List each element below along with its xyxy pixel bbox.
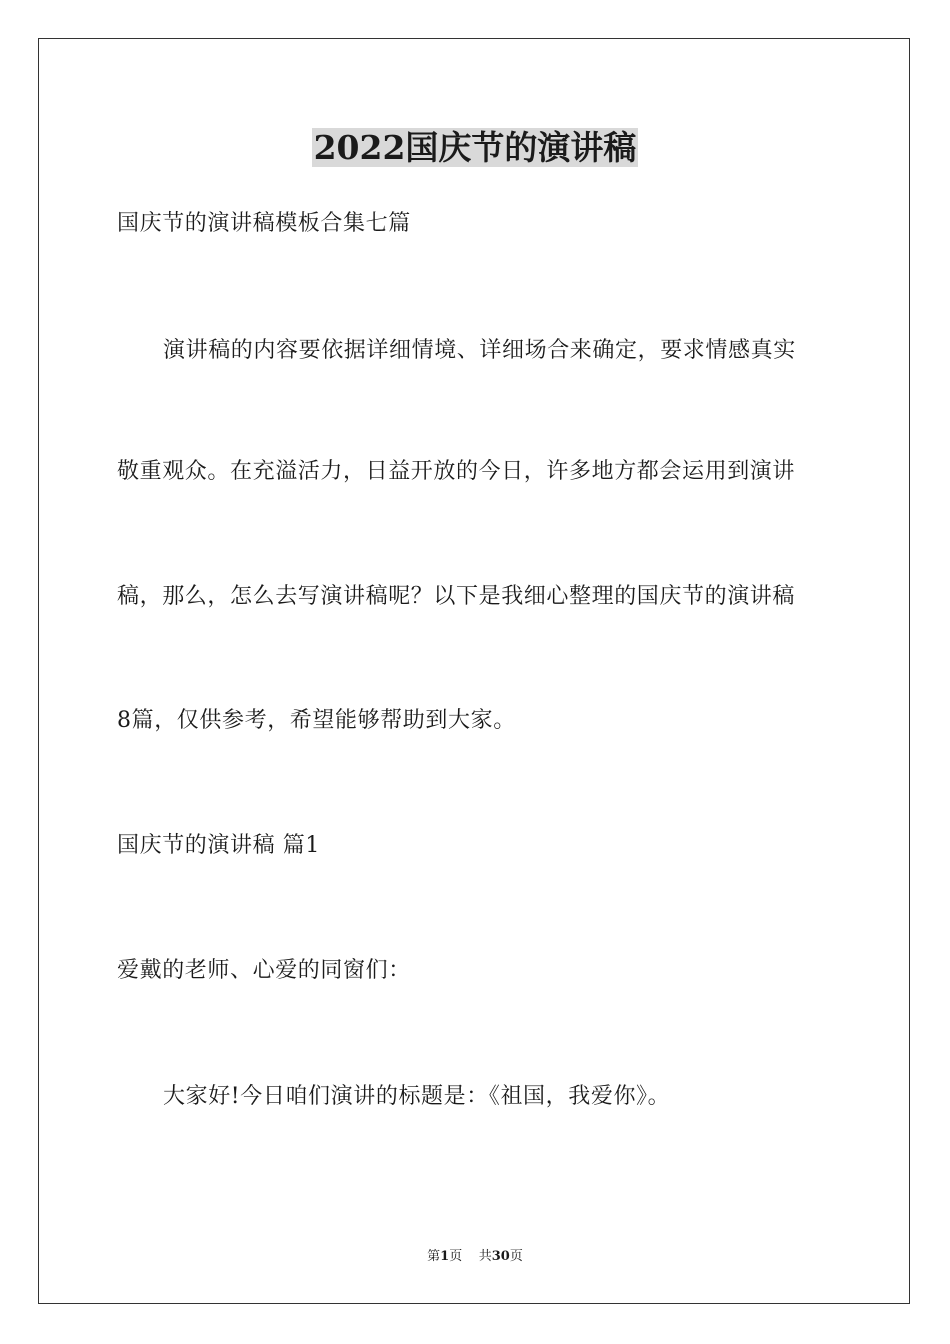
intro-paragraph-line-1: 演讲稿的内容要依据详细情境、详细场合来确定，要求情感真实	[163, 338, 796, 363]
intro-paragraph-line-2: 敬重观众。在充溢活力，日益开放的今日，许多地方都会运用到演讲	[117, 459, 796, 484]
section-heading: 国庆节的演讲稿 篇1	[117, 833, 320, 858]
page-number: 1	[440, 1249, 450, 1264]
document-title	[0, 128, 950, 168]
intro-paragraph-line-3: 稿，那么，怎么去写演讲稿呢？以下是我细心整理的国庆节的演讲稿	[117, 584, 796, 609]
total-suffix: 页	[509, 1249, 523, 1264]
page-prefix: 第	[427, 1249, 441, 1264]
document-title-text: 2022国庆节的演讲稿	[313, 128, 637, 167]
page-suffix: 页	[449, 1249, 463, 1264]
total-pages: 30	[491, 1249, 510, 1264]
greeting-paragraph: 大家好!今日咱们演讲的标题是：《祖国，我爱你》。	[163, 1084, 671, 1109]
page-footer	[0, 1248, 950, 1266]
document-subtitle: 国庆节的演讲稿模板合集七篇	[117, 211, 411, 236]
total-prefix: 共	[478, 1249, 492, 1264]
salutation: 爱戴的老师、心爱的同窗们：	[117, 958, 411, 983]
intro-paragraph-line-4: 8篇，仅供参考，希望能够帮助到大家。	[117, 708, 516, 733]
